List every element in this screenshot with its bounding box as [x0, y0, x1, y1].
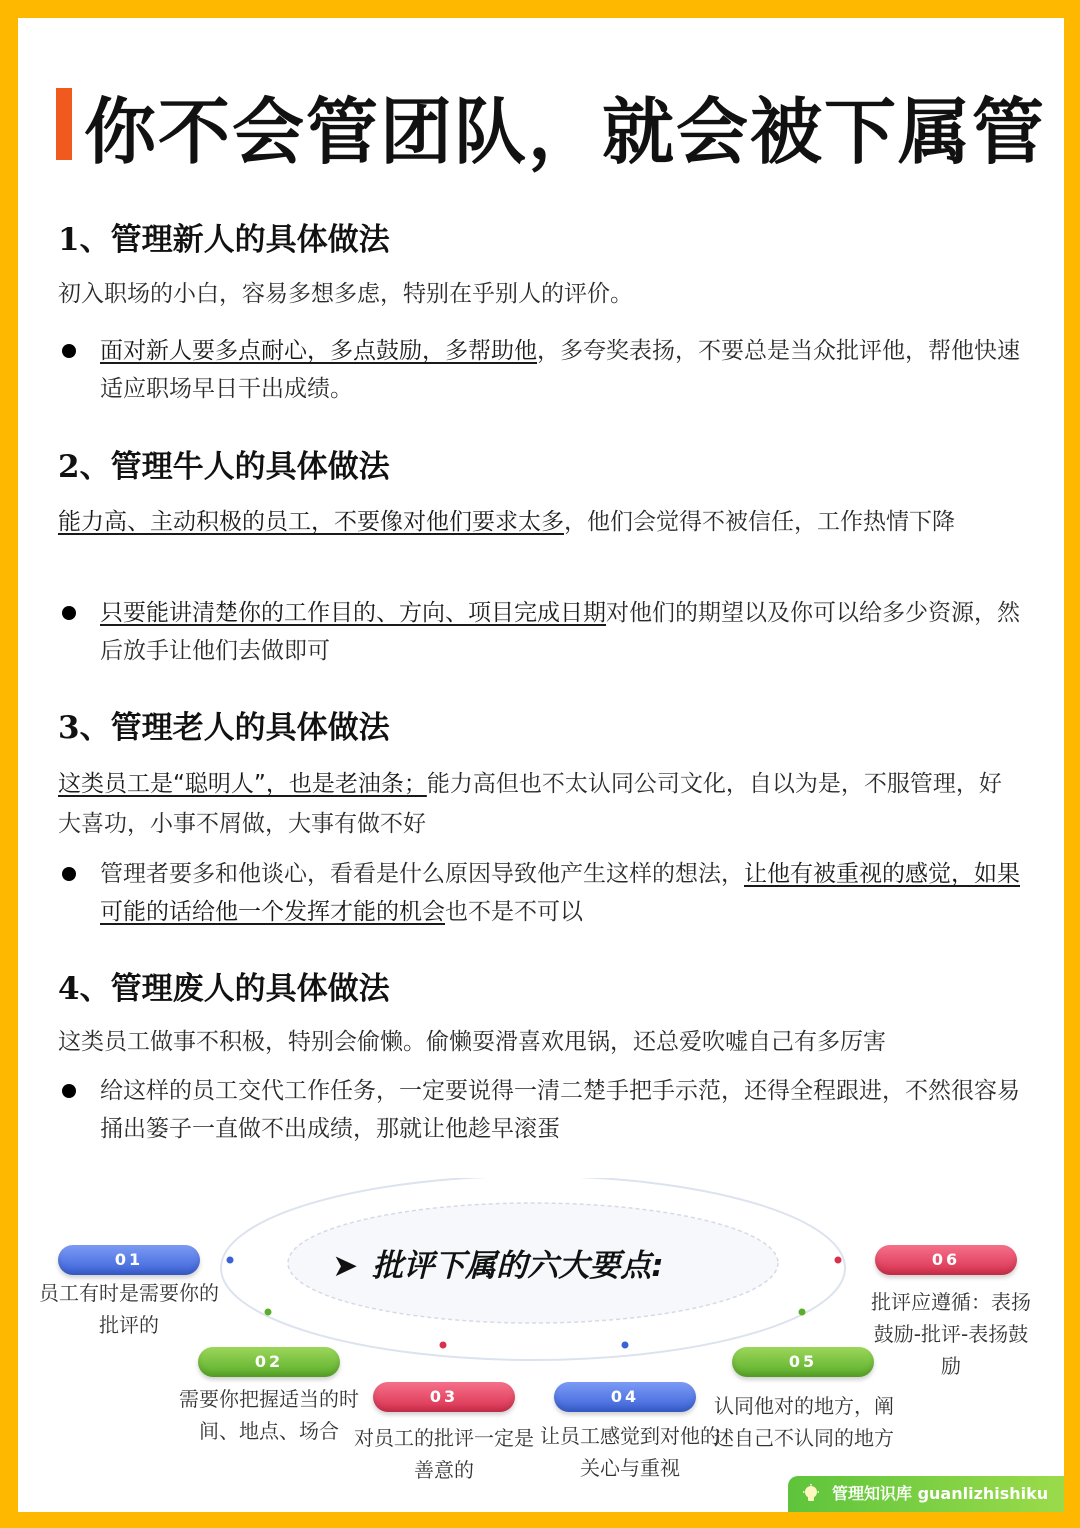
section-2-bullet-text: 对他们的期望以及你可以给多少资源，然后放手让他们去做即可: [100, 600, 1020, 664]
ring-dot: [835, 1257, 842, 1264]
section-2-intro-text: ，他们会觉得不被信任，工作热情下降: [564, 509, 955, 535]
section-2-bullet: [58, 594, 1023, 670]
section-2-bullet-emphasis: 只要能讲清楚你的工作目的、方向、项目完成日期: [100, 600, 606, 626]
title-accent-bar: [56, 88, 72, 160]
ring-dot: [622, 1342, 629, 1349]
article-card: [18, 18, 1064, 1512]
point-04-text: 让员工感觉到对他的关心与重视: [540, 1424, 720, 1480]
brand-badge: [788, 1476, 1064, 1512]
section-4-intro-emphasis: 这类员工做事不积极，特别会偷懒。: [58, 1029, 426, 1055]
section-3-intro-emphasis: 这类员工是“聪明人”，也是老油条；: [58, 771, 427, 797]
section-2-intro-emphasis: 能力高、主动积极的员工，不要像对他们要求太多: [58, 509, 564, 535]
bullet-dot: [62, 1084, 76, 1098]
point-01-text: 员工有时是需要你的批评的: [39, 1281, 219, 1337]
section-3-bullet-emphasis: 让他有被重视的感觉，如果可能的话给他一个发挥才能的机会: [100, 861, 1020, 925]
brand-text: 管理知识库 guanlizhishiku: [832, 1484, 1049, 1503]
section-2-intro: [58, 502, 1023, 542]
section-1-bullet-text: ，多夸奖表扬，不要总是当众批评他，帮他快速适应职场早日干出成绩。: [100, 338, 1020, 402]
section-4-intro-text: 偷懒耍滑喜欢甩锅，还总爱吹嘘自己有多厉害: [426, 1029, 886, 1055]
section-1-bullet: [58, 332, 1023, 408]
section-2-heading: 2、管理牛人的具体做法: [58, 449, 390, 485]
bullet-dot: [62, 344, 76, 358]
section-4-intro: [58, 1022, 1023, 1062]
point-05-text: 认同他对的地方，阐述自己不认同的地方: [714, 1394, 894, 1450]
section-1-bullet-emphasis: 面对新人要多点耐心，多点鼓励，多帮助他: [100, 338, 537, 364]
critique-points-diagram: [18, 1178, 1064, 1508]
point-03-badge: 03: [373, 1382, 515, 1412]
section-4-heading: 4、管理废人的具体做法: [58, 971, 390, 1007]
point-04-badge: 04: [554, 1382, 696, 1412]
ring-dot: [227, 1257, 234, 1264]
bullet-dot: [62, 867, 76, 881]
diagram-title: [288, 1240, 708, 1285]
section-3-bullet-tail: 也不是不可以: [445, 899, 583, 925]
section-1-intro: 初入职场的小白，容易多想多虑，特别在乎别人的评价。: [58, 281, 633, 307]
section-3-bullet: [58, 855, 1023, 931]
section-3-heading: 3、管理老人的具体做法: [58, 710, 390, 746]
point-06-badge: 06: [875, 1245, 1017, 1275]
point-03-text: 对员工的批评一定是善意的: [354, 1426, 534, 1482]
point-02-badge: 02: [198, 1347, 340, 1377]
section-1-heading: 1、管理新人的具体做法: [58, 222, 390, 258]
point-02-text: 需要你把握适当的时间、地点、场合: [179, 1387, 359, 1443]
bullet-dot: [62, 606, 76, 620]
diagram-title-text: 批评下属的六大要点:: [372, 1248, 664, 1284]
ring-dot: [799, 1309, 806, 1316]
section-4-bullet: [58, 1072, 1023, 1148]
section-3-bullet-text: 管理者要多和他谈心，看看是什么原因导致他产生这样的想法，: [100, 861, 744, 887]
lightbulb-icon: [802, 1484, 820, 1504]
page-title: 你不会管团队，就会被下属管: [84, 90, 1047, 174]
ring-dot: [265, 1309, 272, 1316]
section-3-intro: [58, 764, 1023, 844]
section-3-intro-text: 能力高但也不太认同公司文化，自以为是，不服管理，好大喜功，小事不屑做，大事有做不好: [58, 771, 1002, 837]
ring-dot: [440, 1342, 447, 1349]
arrow-icon: ➤: [332, 1248, 359, 1284]
point-05-badge: 05: [732, 1347, 874, 1377]
section-4-bullet-text: 给这样的员工交代工作任务，一定要说得一清二楚手把手示范，还得全程跟进，不然很容易捅出篓子一直做不出成绩，那就让他趁早滚蛋: [100, 1078, 1020, 1142]
point-06-text: 批评应遵循：表扬鼓励-批评-表扬鼓励: [871, 1290, 1031, 1378]
point-01-badge: 01: [58, 1245, 200, 1275]
